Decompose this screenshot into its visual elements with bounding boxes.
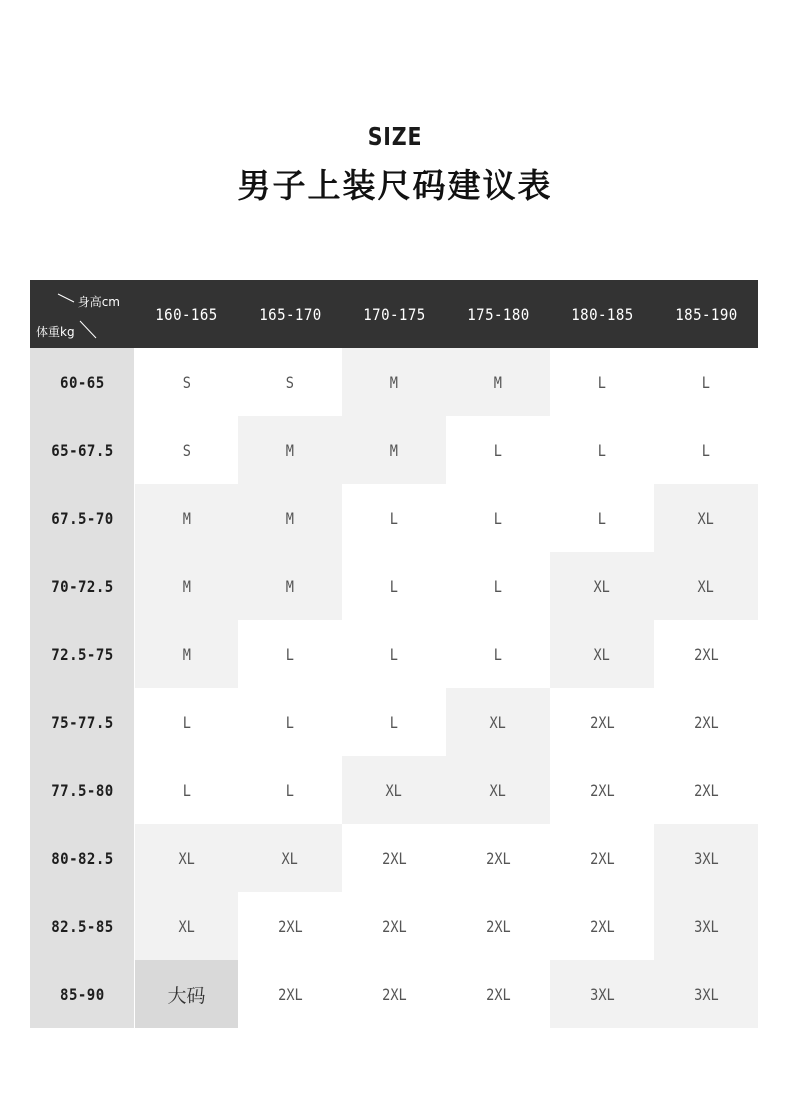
size-value: 2XL xyxy=(693,712,719,732)
size-cell xyxy=(342,960,446,1028)
table-row xyxy=(30,552,758,620)
size-value: M xyxy=(182,644,191,664)
size-value: XL xyxy=(385,780,403,800)
height-header-label: 165-170 xyxy=(258,304,322,324)
size-cell xyxy=(654,416,758,484)
table-row xyxy=(30,960,758,1028)
size-value: 2XL xyxy=(589,916,615,936)
size-cell xyxy=(238,416,342,484)
size-cell xyxy=(342,416,446,484)
size-cell xyxy=(134,620,238,688)
size-cell xyxy=(342,552,446,620)
size-value: XL xyxy=(489,712,507,732)
size-cell xyxy=(446,620,550,688)
size-cell xyxy=(238,348,342,416)
weight-row-label: 67.5-70 xyxy=(50,508,114,528)
weight-row-header xyxy=(30,416,134,484)
weight-row-header xyxy=(30,620,134,688)
height-header-cell xyxy=(238,280,342,348)
size-cell xyxy=(342,484,446,552)
size-cell xyxy=(134,824,238,892)
table-row xyxy=(30,824,758,892)
size-value: XL xyxy=(593,576,611,596)
page-title: 男子上装尺码建议表 xyxy=(237,166,553,205)
table-row xyxy=(30,416,758,484)
size-cell xyxy=(550,688,654,756)
size-value: S xyxy=(182,440,191,460)
size-value: M xyxy=(285,508,295,528)
size-value: L xyxy=(285,780,295,800)
size-cell xyxy=(654,484,758,552)
size-value: L xyxy=(389,712,399,732)
size-cell xyxy=(654,892,758,960)
size-cell xyxy=(342,688,446,756)
title-en: SIZE xyxy=(367,122,423,151)
size-value: M xyxy=(285,576,295,596)
height-header-label: 185-190 xyxy=(674,304,738,324)
size-cell xyxy=(550,824,654,892)
size-value: 2XL xyxy=(381,848,407,868)
size-cell xyxy=(134,552,238,620)
table-row xyxy=(30,688,758,756)
size-value: L xyxy=(597,508,607,528)
size-cell xyxy=(654,348,758,416)
size-value: 3XL xyxy=(693,916,719,936)
size-cell xyxy=(342,620,446,688)
size-value: L xyxy=(701,440,711,460)
size-value: S xyxy=(182,372,191,392)
size-cell xyxy=(238,756,342,824)
weight-row-header xyxy=(30,824,134,892)
size-value: 2XL xyxy=(589,848,615,868)
size-value: 3XL xyxy=(589,984,615,1004)
size-value: M xyxy=(182,576,191,596)
size-cell xyxy=(550,960,654,1028)
weight-row-label: 75-77.5 xyxy=(50,712,114,732)
size-cell xyxy=(550,620,654,688)
height-header-cell xyxy=(446,280,550,348)
size-value: M xyxy=(493,372,503,392)
size-value: 3XL xyxy=(693,848,719,868)
size-value: XL xyxy=(178,848,195,868)
size-cell xyxy=(238,960,342,1028)
weight-row-header xyxy=(30,552,134,620)
size-cell xyxy=(446,416,550,484)
height-axis-label: 身高cm xyxy=(77,295,120,309)
table-header-row xyxy=(30,280,758,348)
table-body xyxy=(30,348,758,1028)
size-cell xyxy=(654,756,758,824)
height-header-cell xyxy=(134,280,238,348)
size-value: L xyxy=(597,440,607,460)
size-value: 3XL xyxy=(693,984,719,1004)
size-value: 2XL xyxy=(589,780,615,800)
size-value: L xyxy=(389,576,399,596)
weight-row-label: 85-90 xyxy=(59,984,105,1004)
size-value: S xyxy=(285,372,295,392)
size-value: L xyxy=(285,712,295,732)
size-value: L xyxy=(389,644,399,664)
size-cell xyxy=(446,960,550,1028)
size-value: XL xyxy=(697,508,715,528)
size-value: L xyxy=(493,644,503,664)
weight-row-label: 70-72.5 xyxy=(50,576,114,596)
weight-row-label: 65-67.5 xyxy=(50,440,114,460)
size-value: L xyxy=(493,440,503,460)
size-value: L xyxy=(493,508,503,528)
size-cell xyxy=(238,552,342,620)
table-row xyxy=(30,892,758,960)
size-cell xyxy=(550,416,654,484)
table-row xyxy=(30,756,758,824)
size-cell xyxy=(446,552,550,620)
size-value: L xyxy=(493,576,503,596)
size-value: L xyxy=(182,712,191,732)
table-corner-cell xyxy=(30,280,134,348)
size-cell xyxy=(342,824,446,892)
size-value: 2XL xyxy=(277,984,303,1004)
size-cell xyxy=(550,348,654,416)
weight-row-header xyxy=(30,960,134,1028)
size-cell xyxy=(654,960,758,1028)
size-cell xyxy=(446,348,550,416)
size-value: 2XL xyxy=(381,916,407,936)
size-value: M xyxy=(389,372,399,392)
size-value: M xyxy=(182,508,191,528)
size-value: M xyxy=(389,440,399,460)
size-value: 2XL xyxy=(485,984,511,1004)
size-value: 2XL xyxy=(589,712,615,732)
weight-row-label: 60-65 xyxy=(59,372,105,392)
height-header-label: 180-185 xyxy=(570,304,634,324)
size-value: L xyxy=(389,508,399,528)
size-cell xyxy=(342,348,446,416)
size-cell xyxy=(446,756,550,824)
size-cell xyxy=(134,484,238,552)
size-value: M xyxy=(285,440,295,460)
height-header-cell xyxy=(550,280,654,348)
size-cell xyxy=(134,892,238,960)
size-value: 2XL xyxy=(485,848,511,868)
size-value: L xyxy=(701,372,711,392)
height-header-label: 170-175 xyxy=(362,304,426,324)
size-cell xyxy=(550,756,654,824)
size-cell xyxy=(446,688,550,756)
size-value: L xyxy=(285,644,295,664)
size-cell xyxy=(238,688,342,756)
height-header-label: 160-165 xyxy=(154,304,218,324)
size-cell xyxy=(550,484,654,552)
size-value: XL xyxy=(178,916,195,936)
weight-row-header xyxy=(30,756,134,824)
table-row xyxy=(30,348,758,416)
size-value: L xyxy=(597,372,607,392)
size-value: XL xyxy=(489,780,507,800)
size-cell xyxy=(550,892,654,960)
size-cell xyxy=(238,484,342,552)
weight-row-label: 82.5-85 xyxy=(50,916,114,936)
size-value: 2XL xyxy=(485,916,511,936)
size-cell xyxy=(134,416,238,484)
size-value: 2XL xyxy=(277,916,303,936)
size-table xyxy=(30,280,758,1028)
size-value: L xyxy=(182,780,191,800)
height-header-cell xyxy=(342,280,446,348)
size-cell xyxy=(238,620,342,688)
size-value: XL xyxy=(281,848,299,868)
size-cell xyxy=(134,960,238,1028)
size-value: XL xyxy=(697,576,715,596)
table-row xyxy=(30,620,758,688)
size-cell xyxy=(342,892,446,960)
size-cell xyxy=(134,348,238,416)
weight-row-header xyxy=(30,348,134,416)
weight-row-header xyxy=(30,688,134,756)
size-value: 2XL xyxy=(693,644,719,664)
weight-row-label: 72.5-75 xyxy=(50,644,114,664)
size-cell xyxy=(550,552,654,620)
size-cell xyxy=(654,688,758,756)
weight-row-header xyxy=(30,484,134,552)
size-cell xyxy=(446,892,550,960)
size-cell xyxy=(134,756,238,824)
height-header-label: 175-180 xyxy=(466,304,530,324)
size-value: XL xyxy=(593,644,611,664)
weight-row-header xyxy=(30,892,134,960)
weight-row-label: 80-82.5 xyxy=(50,848,114,868)
size-cell xyxy=(654,552,758,620)
size-cell xyxy=(654,620,758,688)
size-cell xyxy=(134,688,238,756)
size-cell xyxy=(238,824,342,892)
size-cell xyxy=(446,484,550,552)
size-value: 2XL xyxy=(381,984,407,1004)
size-cell xyxy=(446,824,550,892)
size-cell xyxy=(342,756,446,824)
size-value: 大码 xyxy=(167,984,206,1007)
height-header-cell xyxy=(654,280,758,348)
size-cell xyxy=(654,824,758,892)
size-cell xyxy=(238,892,342,960)
weight-row-label: 77.5-80 xyxy=(50,780,114,800)
table-row xyxy=(30,484,758,552)
weight-axis-label: 体重kg xyxy=(36,325,75,339)
size-value: 2XL xyxy=(693,780,719,800)
